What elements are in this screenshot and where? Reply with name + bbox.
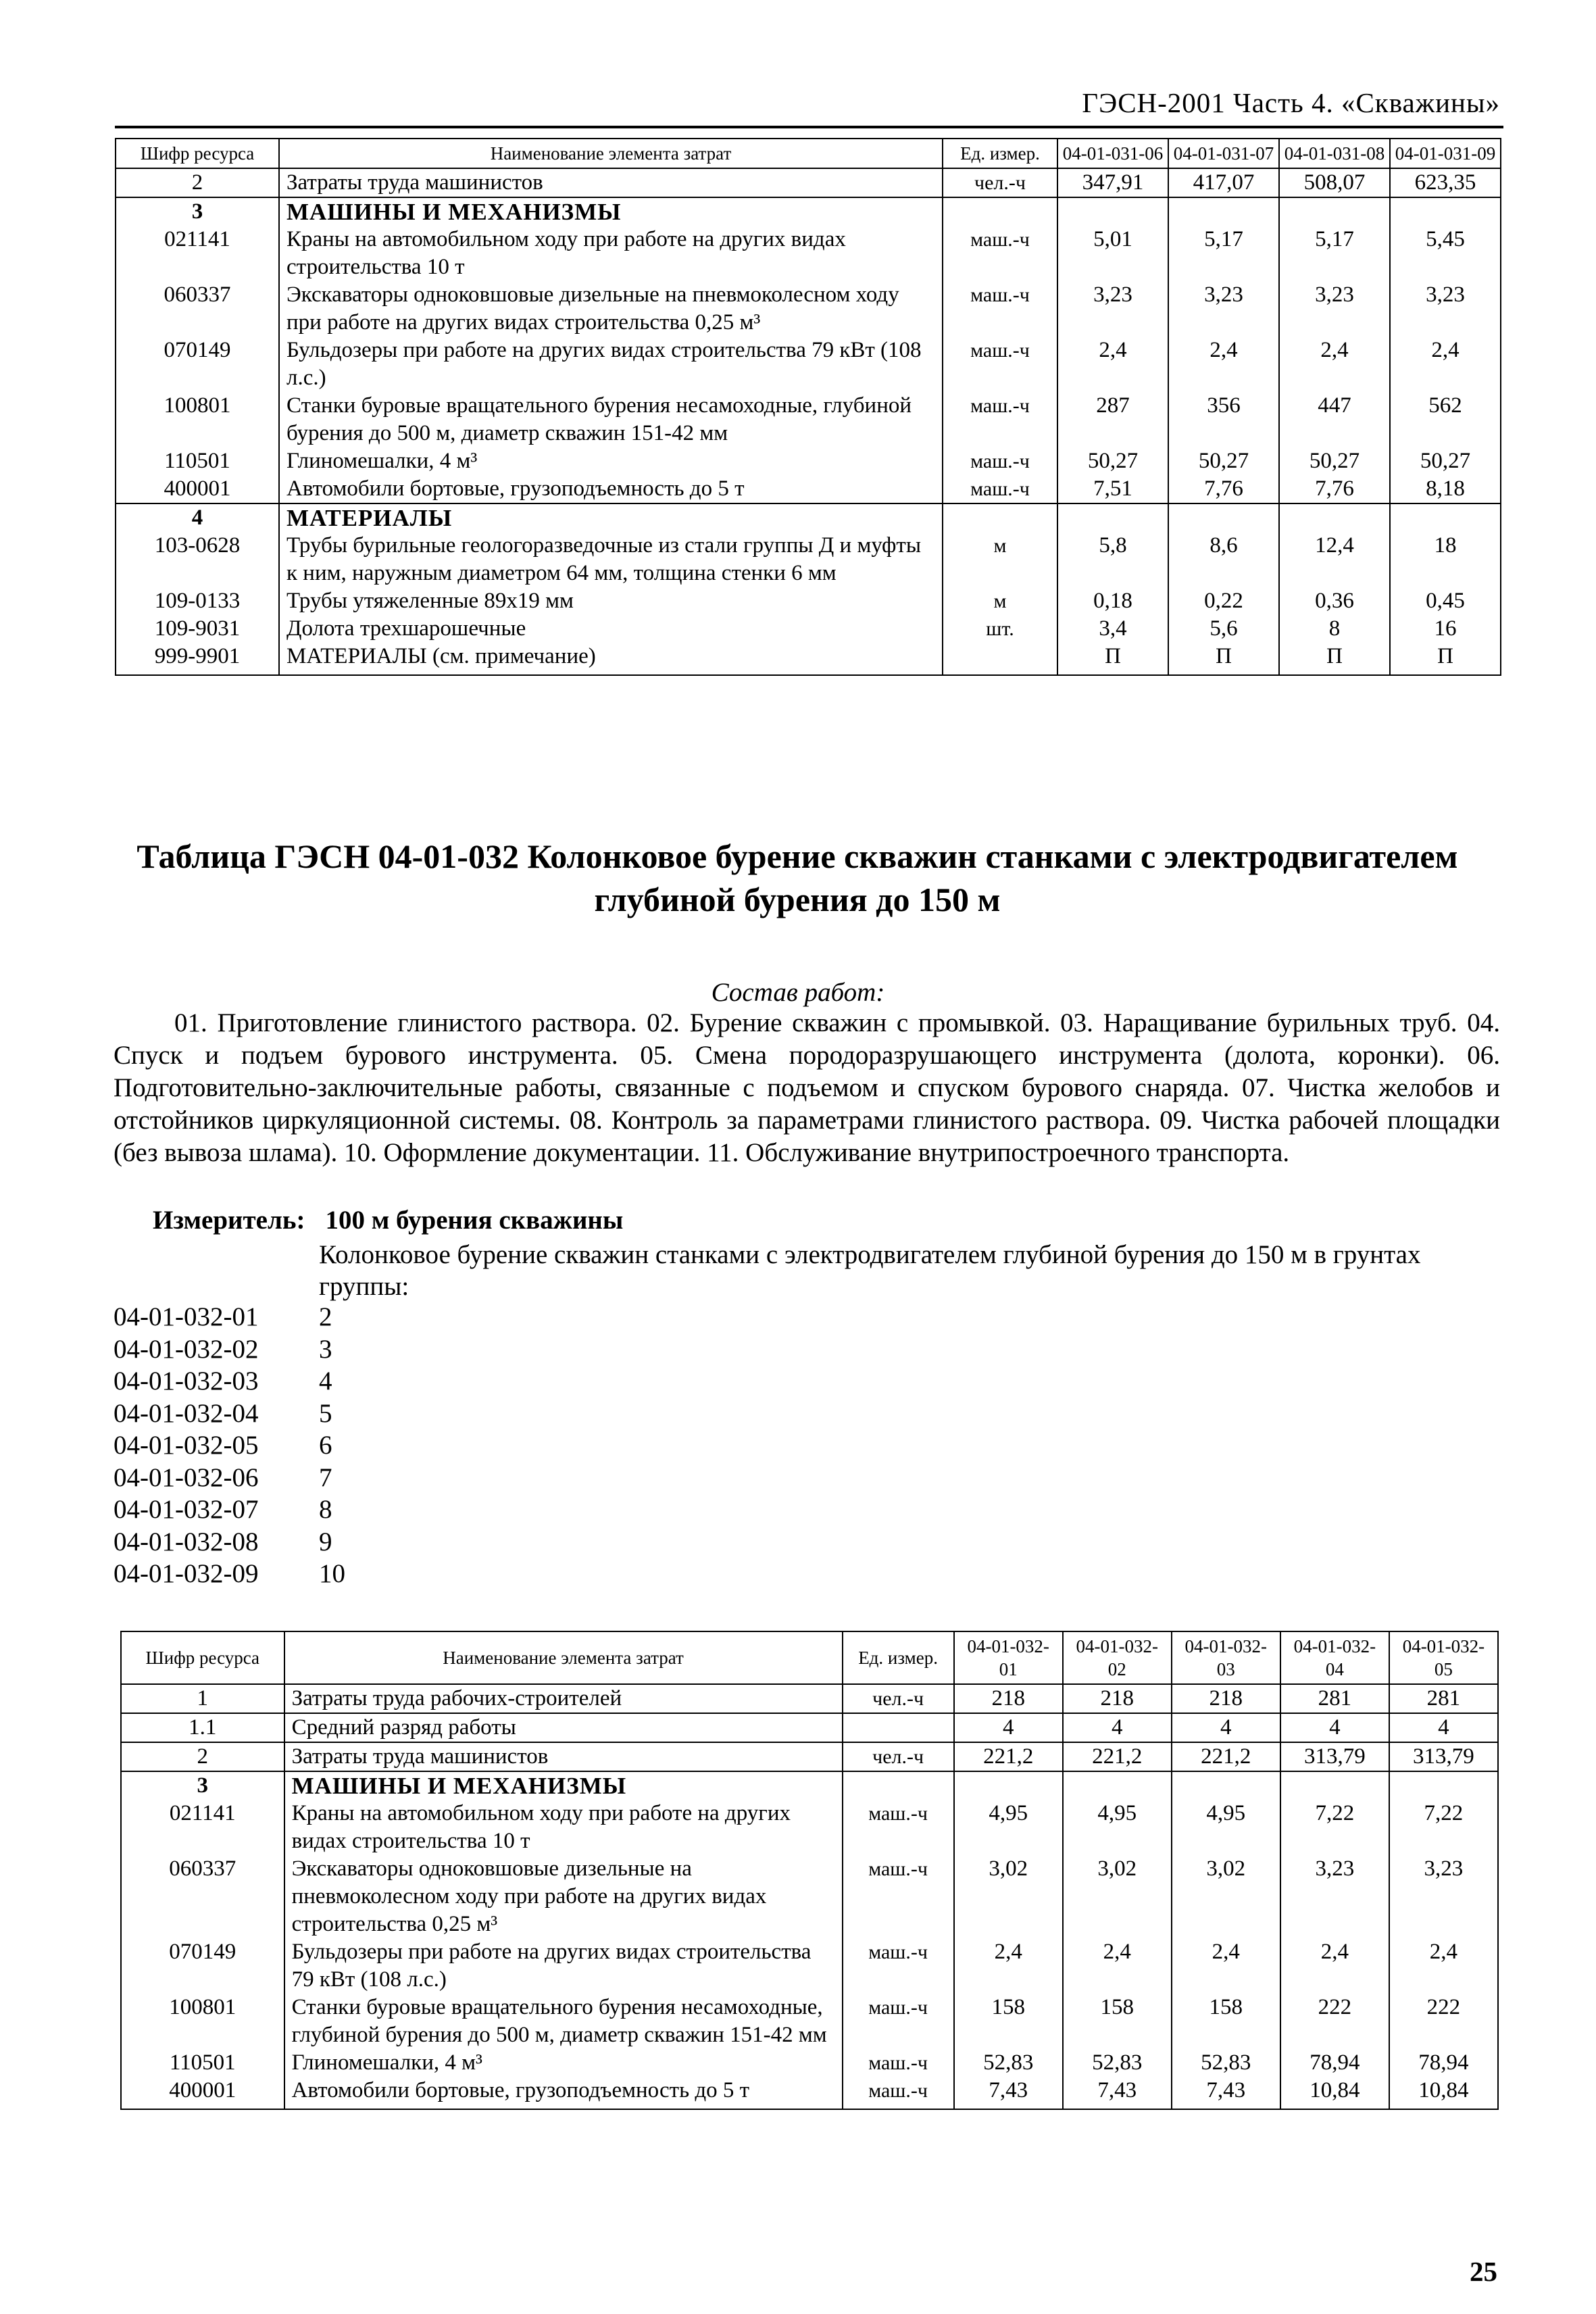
norm-value: 281 — [1280, 1684, 1389, 1713]
norm-value: 7,76 — [1279, 475, 1390, 503]
norm-value: П — [1168, 643, 1279, 675]
variant-code: 04-01-032-05 — [114, 1431, 259, 1460]
norm-value: 3,23 — [1279, 281, 1390, 337]
norm-value: 5,17 — [1279, 226, 1390, 281]
norm-value: 313,79 — [1389, 1742, 1498, 1771]
norm-value: 10,84 — [1280, 2077, 1389, 2109]
norm-value: 7,43 — [954, 2077, 1063, 2109]
variant-code: 04-01-032-07 — [114, 1495, 259, 1524]
work-composition-caption: Состав работ: — [711, 978, 885, 1007]
resource-unit: маш.-ч — [843, 1938, 954, 1994]
resource-code: 3 — [121, 1771, 284, 1800]
variant-soil-group: 2 — [319, 1302, 332, 1331]
norm-value: 2,4 — [1172, 1938, 1280, 1994]
norm-value: П — [1279, 643, 1390, 675]
table-row — [121, 1938, 1498, 1994]
resource-name: Краны на автомобильном ходу при работе на других видах строительства 10 т — [284, 1800, 843, 1855]
resource-unit — [943, 197, 1057, 226]
resource-unit: маш.-ч — [943, 447, 1057, 475]
norm-value: 5,17 — [1168, 226, 1279, 281]
resource-code: 070149 — [116, 337, 279, 392]
resource-code: 060337 — [121, 1855, 284, 1938]
table-row — [116, 587, 1501, 615]
norm-value: 50,27 — [1057, 447, 1168, 475]
resource-table-032 — [120, 1631, 1499, 2110]
resource-code: 4 — [116, 503, 279, 532]
variant-row — [114, 1398, 345, 1430]
norm-value: 4 — [1063, 1713, 1172, 1742]
col-header-norm: 04-01-032-05 — [1389, 1631, 1498, 1684]
norm-value: 5,8 — [1057, 532, 1168, 587]
norm-value: 10,84 — [1389, 2077, 1498, 2109]
norm-description: Колонковое бурение скважин станками с электродвигателем глубиной бурения до 150 м в грунтах группы: — [319, 1240, 1421, 1301]
table-row — [121, 1800, 1498, 1855]
norm-value: 7,22 — [1280, 1800, 1389, 1855]
norm-value: 447 — [1279, 392, 1390, 447]
variant-soil-group: 5 — [319, 1398, 332, 1428]
norm-value — [1279, 503, 1390, 532]
resource-name: Средний разряд работы — [284, 1713, 843, 1742]
resource-code: 2 — [121, 1742, 284, 1771]
resource-code: 109-9031 — [116, 615, 279, 643]
variant-code: 04-01-032-01 — [114, 1302, 259, 1331]
col-header-unit: Ед. измер. — [943, 139, 1057, 168]
norm-value: 347,91 — [1057, 168, 1168, 197]
table-header-row — [121, 1631, 1498, 1684]
norm-value: 7,22 — [1389, 1800, 1498, 1855]
resource-code: 3 — [116, 197, 279, 226]
table-row — [121, 2077, 1498, 2109]
section-title: Таблица ГЭСН 04-01-032 Колонковое бурение скважин станками с электродвигателем глубиной бурения до 150 м — [136, 837, 1458, 918]
resource-name: МАТЕРИАЛЫ (см. примечание) — [279, 643, 943, 675]
resource-unit: маш.-ч — [943, 226, 1057, 281]
norm-value: 356 — [1168, 392, 1279, 447]
resource-name: Краны на автомобильном ходу при работе на других видах строительства 10 т — [279, 226, 943, 281]
resource-code: 110501 — [121, 2049, 284, 2077]
resource-code: 070149 — [121, 1938, 284, 1994]
resource-code: 100801 — [121, 1994, 284, 2049]
resource-unit: маш.-ч — [943, 281, 1057, 337]
variant-row — [114, 1429, 345, 1462]
norm-value: 4,95 — [954, 1800, 1063, 1855]
col-header-name: Наименование элемента затрат — [284, 1631, 843, 1684]
variant-code: 04-01-032-08 — [114, 1527, 259, 1556]
table-row — [116, 615, 1501, 643]
norm-value: 222 — [1280, 1994, 1389, 2049]
norm-value: 417,07 — [1168, 168, 1279, 197]
table-row — [116, 447, 1501, 475]
resource-code: 110501 — [116, 447, 279, 475]
table-header-row — [116, 139, 1501, 168]
norm-value: 8,18 — [1390, 475, 1501, 503]
table-row — [116, 475, 1501, 503]
norm-value: 221,2 — [954, 1742, 1063, 1771]
norm-value: 3,23 — [1057, 281, 1168, 337]
norm-value — [1390, 503, 1501, 532]
resource-unit: м — [943, 587, 1057, 615]
resource-unit: маш.-ч — [843, 1800, 954, 1855]
section-heading-row — [121, 1771, 1498, 1800]
norm-value — [1389, 1771, 1498, 1800]
norm-value: 4 — [1280, 1713, 1389, 1742]
norm-value: 158 — [1063, 1994, 1172, 2049]
norm-value: 78,94 — [1280, 2049, 1389, 2077]
section-heading-row — [116, 197, 1501, 226]
table-body — [121, 1684, 1498, 2109]
col-header-norm: 04-01-031-08 — [1279, 139, 1390, 168]
resource-name: МАТЕРИАЛЫ — [279, 503, 943, 532]
resource-name: Глиномешалки, 4 м³ — [279, 447, 943, 475]
table-row — [121, 1742, 1498, 1771]
resource-unit: чел.-ч — [843, 1742, 954, 1771]
norm-value: 3,23 — [1390, 281, 1501, 337]
norm-value — [1063, 1771, 1172, 1800]
resource-code: 103-0628 — [116, 532, 279, 587]
resource-unit: маш.-ч — [943, 337, 1057, 392]
norm-value: 52,83 — [1063, 2049, 1172, 2077]
variant-row — [114, 1365, 345, 1398]
resource-unit — [943, 503, 1057, 532]
resource-table-031 — [115, 138, 1501, 676]
col-header-code: Шифр ресурса — [116, 139, 279, 168]
norm-value: 2,4 — [1057, 337, 1168, 392]
variant-code: 04-01-032-03 — [114, 1367, 259, 1396]
variant-soil-group: 4 — [319, 1367, 332, 1396]
norm-value: 3,23 — [1168, 281, 1279, 337]
norm-value: 52,83 — [954, 2049, 1063, 2077]
norm-value: 8,6 — [1168, 532, 1279, 587]
norm-value: 12,4 — [1279, 532, 1390, 587]
col-header-norm: 04-01-032-03 — [1172, 1631, 1280, 1684]
resource-name: Автомобили бортовые, грузоподъемность до 5 т — [284, 2077, 843, 2109]
table-body — [116, 168, 1501, 675]
variant-row — [114, 1301, 345, 1333]
resource-code: 999-9901 — [116, 643, 279, 675]
resource-unit: маш.-ч — [843, 2077, 954, 2109]
norm-value — [1168, 197, 1279, 226]
norm-value: 3,4 — [1057, 615, 1168, 643]
col-header-name: Наименование элемента затрат — [279, 139, 943, 168]
table-row — [116, 226, 1501, 281]
variant-soil-group: 6 — [319, 1431, 332, 1460]
norm-value: 221,2 — [1172, 1742, 1280, 1771]
norm-value: 218 — [1063, 1684, 1172, 1713]
resource-code: 400001 — [121, 2077, 284, 2109]
col-header-norm: 04-01-032-01 — [954, 1631, 1063, 1684]
resource-name: Затраты труда машинистов — [284, 1742, 843, 1771]
norm-value: 16 — [1390, 615, 1501, 643]
norm-value: 623,35 — [1390, 168, 1501, 197]
norm-value: П — [1390, 643, 1501, 675]
resource-code: 400001 — [116, 475, 279, 503]
variant-soil-group: 9 — [319, 1527, 332, 1556]
norm-value: 218 — [954, 1684, 1063, 1713]
norm-value: 0,36 — [1279, 587, 1390, 615]
norm-value: 508,07 — [1279, 168, 1390, 197]
resource-name: Глиномешалки, 4 м³ — [284, 2049, 843, 2077]
norm-value: 50,27 — [1279, 447, 1390, 475]
variant-soil-group: 7 — [319, 1462, 332, 1492]
variant-soil-group: 8 — [319, 1495, 332, 1524]
variant-code: 04-01-032-09 — [114, 1559, 259, 1588]
norm-value: 3,02 — [1063, 1855, 1172, 1938]
resource-name: Экскаваторы одноковшовые дизельные на пневмоколесном ходу при работе на других видах строительства 0,25 м³ — [279, 281, 943, 337]
norm-value: 287 — [1057, 392, 1168, 447]
resource-code: 021141 — [116, 226, 279, 281]
resource-name: Автомобили бортовые, грузоподъемность до 5 т — [279, 475, 943, 503]
table-row — [121, 2049, 1498, 2077]
norm-value: 5,6 — [1168, 615, 1279, 643]
work-composition-text: 01. Приготовление глинистого раствора. 02. Бурение скважин с промывкой. 03. Наращивание бурильных труб. 04. Спуск и подъем бурового инструмента. 05. Смена породоразрушающего инструмента (долота, коронки). 06. Подготовительно-заключительные работы, связанные с подъемом и спуском бурового снаряда. 07. Чистка желобов и отстойников циркуляционной системы. 08. Контроль за параметрами глинистого раствора. 09. Чистка рабочей площадки (без вывоза шлама). 10. Оформление документации. 11. Обслуживание внутрипостроечного транспорта. — [114, 1008, 1500, 1167]
resource-name: Трубы бурильные геологоразведочные из стали группы Д и муфты к ним, наружным диаметром 64 мм, толщина стенки 6 мм — [279, 532, 943, 587]
norm-value: 5,01 — [1057, 226, 1168, 281]
resource-name: Бульдозеры при работе на других видах строительства 79 кВт (108 л.с.) — [279, 337, 943, 392]
col-header-norm: 04-01-031-09 — [1390, 139, 1501, 168]
resource-name: Бульдозеры при работе на других видах строительства 79 кВт (108 л.с.) — [284, 1938, 843, 1994]
resource-unit: чел.-ч — [843, 1684, 954, 1713]
resource-name: Трубы утяжеленные 89x19 мм — [279, 587, 943, 615]
section-heading-row — [116, 503, 1501, 532]
resource-unit — [843, 1771, 954, 1800]
norm-value — [1168, 503, 1279, 532]
norm-value: 221,2 — [1063, 1742, 1172, 1771]
norm-value: 562 — [1390, 392, 1501, 447]
measure-value: 100 м бурения скважины — [325, 1206, 624, 1235]
col-header-norm: 04-01-031-06 — [1057, 139, 1168, 168]
norm-value: 52,83 — [1172, 2049, 1280, 2077]
col-header-norm: 04-01-032-02 — [1063, 1631, 1172, 1684]
variant-code: 04-01-032-02 — [114, 1334, 259, 1364]
resource-unit: маш.-ч — [843, 1994, 954, 2049]
running-header: ГЭСН-2001 Часть 4. «Скважины» — [1082, 87, 1500, 118]
col-header-unit: Ед. измер. — [843, 1631, 954, 1684]
resource-name: МАШИНЫ И МЕХАНИЗМЫ — [279, 197, 943, 226]
norm-value — [1390, 197, 1501, 226]
resource-code: 2 — [116, 168, 279, 197]
norm-value: 4 — [954, 1713, 1063, 1742]
resource-unit: шт. — [943, 615, 1057, 643]
norm-value: 78,94 — [1389, 2049, 1498, 2077]
norm-value: 0,45 — [1390, 587, 1501, 615]
resource-code: 021141 — [121, 1800, 284, 1855]
resource-name: Затраты труда рабочих-строителей — [284, 1684, 843, 1713]
variant-row — [114, 1333, 345, 1366]
norm-value — [1172, 1771, 1280, 1800]
norm-value: 0,22 — [1168, 587, 1279, 615]
norm-value: 2,4 — [1389, 1938, 1498, 1994]
resource-unit: маш.-ч — [843, 1855, 954, 1938]
norm-value: 3,02 — [1172, 1855, 1280, 1938]
variant-row — [114, 1494, 345, 1526]
resource-unit: маш.-ч — [943, 392, 1057, 447]
resource-name: Долота трехшарошечные — [279, 615, 943, 643]
norm-value: 313,79 — [1280, 1742, 1389, 1771]
resource-code: 100801 — [116, 392, 279, 447]
norm-value — [1279, 197, 1390, 226]
norm-variants-list — [114, 1301, 345, 1590]
norm-value: 8 — [1279, 615, 1390, 643]
table-row — [121, 1994, 1498, 2049]
norm-value — [1057, 197, 1168, 226]
norm-value: П — [1057, 643, 1168, 675]
norm-value: 2,4 — [1279, 337, 1390, 392]
norm-value: 158 — [1172, 1994, 1280, 2049]
norm-value: 4 — [1389, 1713, 1498, 1742]
norm-value: 18 — [1390, 532, 1501, 587]
norm-value: 2,4 — [954, 1938, 1063, 1994]
norm-value: 50,27 — [1390, 447, 1501, 475]
norm-value: 4,95 — [1172, 1800, 1280, 1855]
norm-value: 218 — [1172, 1684, 1280, 1713]
norm-value: 0,18 — [1057, 587, 1168, 615]
resource-code: 1 — [121, 1684, 284, 1713]
variant-code: 04-01-032-06 — [114, 1462, 259, 1492]
norm-value: 2,4 — [1390, 337, 1501, 392]
norm-value: 2,4 — [1168, 337, 1279, 392]
resource-unit: чел.-ч — [943, 168, 1057, 197]
col-header-norm: 04-01-031-07 — [1168, 139, 1279, 168]
norm-value — [954, 1771, 1063, 1800]
norm-value: 3,23 — [1280, 1855, 1389, 1938]
resource-code: 1.1 — [121, 1713, 284, 1742]
variant-row — [114, 1462, 345, 1494]
resource-unit — [843, 1713, 954, 1742]
col-header-code: Шифр ресурса — [121, 1631, 284, 1684]
resource-name: Экскаваторы одноковшовые дизельные на пневмоколесном ходу при работе на других видах строительства 0,25 м³ — [284, 1855, 843, 1938]
table-row — [116, 168, 1501, 197]
resource-unit: маш.-ч — [843, 2049, 954, 2077]
norm-value: 7,43 — [1172, 2077, 1280, 2109]
table-row — [116, 643, 1501, 675]
variant-code: 04-01-032-04 — [114, 1398, 259, 1428]
resource-unit — [943, 643, 1057, 675]
variant-soil-group: 3 — [319, 1334, 332, 1364]
norm-value: 7,43 — [1063, 2077, 1172, 2109]
resource-code: 109-0133 — [116, 587, 279, 615]
measure-line — [153, 1205, 623, 1235]
norm-value: 158 — [954, 1994, 1063, 2049]
resource-name: МАШИНЫ И МЕХАНИЗМЫ — [284, 1771, 843, 1800]
variant-row — [114, 1558, 345, 1590]
norm-value: 3,23 — [1389, 1855, 1498, 1938]
norm-value: 3,02 — [954, 1855, 1063, 1938]
resource-name: Станки буровые вращательного бурения несамоходные, глубиной бурения до 500 м, диаметр скважин 151-42 мм — [284, 1994, 843, 2049]
norm-value: 222 — [1389, 1994, 1498, 2049]
variant-row — [114, 1526, 345, 1558]
measure-label: Измеритель: — [153, 1206, 305, 1235]
norm-value: 5,45 — [1390, 226, 1501, 281]
table-row — [121, 1855, 1498, 1938]
resource-unit: маш.-ч — [943, 475, 1057, 503]
table-row — [121, 1684, 1498, 1713]
resource-name: Станки буровые вращательного бурения несамоходные, глубиной бурения до 500 м, диаметр скважин 151-42 мм — [279, 392, 943, 447]
norm-value: 281 — [1389, 1684, 1498, 1713]
page-number: 25 — [1470, 2256, 1497, 2287]
resource-name: Затраты труда машинистов — [279, 168, 943, 197]
table-row — [116, 337, 1501, 392]
variant-soil-group: 10 — [319, 1559, 345, 1588]
resource-unit: м — [943, 532, 1057, 587]
table-row — [116, 281, 1501, 337]
table-row — [116, 392, 1501, 447]
norm-value: 7,76 — [1168, 475, 1279, 503]
norm-value: 50,27 — [1168, 447, 1279, 475]
resource-code: 060337 — [116, 281, 279, 337]
norm-value: 4 — [1172, 1713, 1280, 1742]
table-row — [121, 1713, 1498, 1742]
norm-value — [1057, 503, 1168, 532]
table-row — [116, 532, 1501, 587]
norm-value: 2,4 — [1280, 1938, 1389, 1994]
norm-value — [1280, 1771, 1389, 1800]
col-header-norm: 04-01-032-04 — [1280, 1631, 1389, 1684]
norm-value: 2,4 — [1063, 1938, 1172, 1994]
norm-value: 7,51 — [1057, 475, 1168, 503]
header-rule — [115, 126, 1503, 128]
norm-value: 4,95 — [1063, 1800, 1172, 1855]
